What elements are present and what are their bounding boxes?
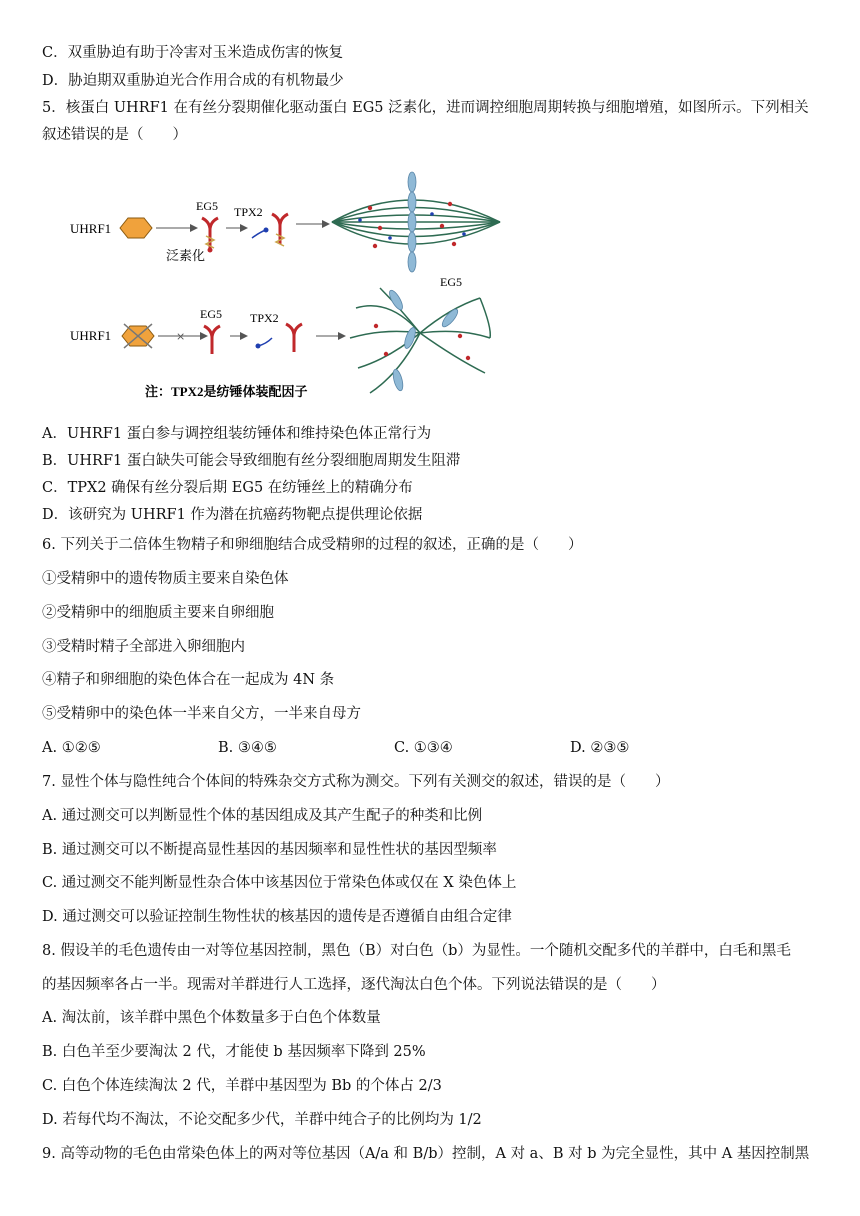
q7-option-b: B. 通过测交可以不断提高显性基因的基因频率和显性性状的基因型频率 — [42, 842, 497, 858]
q8-option-b: B. 白色羊至少要淘汰 2 代，才能使 b 基因频率下降到 25% — [42, 1044, 426, 1060]
q6-option-d: D. ②③⑤ — [570, 740, 630, 756]
q6-stem: 6. 下列关于二倍体生物精子和卵细胞结合成受精卵的过程的叙述，正确的是（ ） — [42, 537, 583, 553]
q7-option-c: C. 通过测交不能判断显性杂合体中该基因位于常染色体或仅在 X 染色体上 — [42, 875, 517, 891]
uhrf1-bottom-group — [70, 324, 154, 348]
blocked-x-icon: × — [176, 330, 186, 343]
uhrf1-top-hexagon — [120, 218, 152, 238]
arrowhead-2-bottom — [240, 332, 248, 340]
arrowhead-3-bottom — [338, 332, 346, 340]
q6-option-c: C. ①③④ — [394, 740, 453, 756]
q4-option-c: C．双重胁迫有助于冷害对玉米造成伤害的恢复 — [42, 45, 344, 61]
eg5-top-label: EG5 — [196, 199, 218, 213]
q7-stem: 7. 显性个体与隐性纯合个体间的特殊杂交方式称为测交。下列有关测交的叙述，错误的是（ ） — [42, 774, 670, 790]
q5-option-b: B．UHRF1 蛋白缺失可能会导致细胞有丝分裂细胞周期发生阻滞 — [42, 453, 461, 469]
normal-chromosomes — [408, 172, 416, 272]
eg5-bottom-label: EG5 — [200, 307, 222, 321]
uhrf1-bottom-label: UHRF1 — [70, 328, 112, 343]
figure-note: 注：TPX2是纺锤体装配因子 — [145, 384, 308, 399]
uhrf1-top-label: UHRF1 — [70, 221, 112, 236]
q6-item-1: ①受精卵中的遗传物质主要来自染色体 — [42, 571, 289, 587]
abnormal-chromosomes — [387, 288, 460, 391]
q5-figure — [40, 158, 510, 418]
q6-item-5: ⑤受精卵中的染色体一半来自父方，一半来自母方 — [42, 706, 361, 722]
arrowhead-1-top — [190, 224, 198, 232]
q5-stem-line2: 叙述错误的是（ ） — [42, 127, 187, 143]
q6-option-a: A. ①②⑤ — [42, 740, 101, 756]
q4-option-d: D．胁迫期双重胁迫光合作用合成的有机物最少 — [42, 73, 344, 89]
q6-item-4: ④精子和卵细胞的染色体合在一起成为 4N 条 — [42, 672, 335, 688]
q8-option-c: C. 白色个体连续淘汰 2 代，羊群中基因型为 Bb 的个体占 2/3 — [42, 1078, 442, 1094]
q7-option-a: A. 通过测交可以判断显性个体的基因组成及其产生配子的种类和比例 — [42, 808, 483, 824]
q8-stem-line2: 的基因频率各占一半。现需对羊群进行人工选择，逐代淘汰白色个体。下列说法错误的是（ ） — [42, 977, 666, 993]
ubiquitination-label: 泛素化 — [166, 248, 206, 263]
q6-item-3: ③受精时精子全部进入卵细胞内 — [42, 639, 245, 655]
arrowhead-1-bottom — [200, 332, 208, 340]
q9-stem-line1: 9. 高等动物的毛色由常染色体上的两对等位基因（A/a 和 B/b）控制，A 对 a、B 对 b 为完全显性，其中 A 基因控制黑 — [42, 1146, 810, 1162]
uhrf1-top-group — [70, 218, 152, 238]
q8-stem-line1: 8. 假设羊的毛色遗传由一对等位基因控制，黑色（B）对白色（b）为显性。一个随机交配多代的羊群中，白毛和黑毛 — [42, 943, 791, 959]
q6-item-2: ②受精卵中的细胞质主要来自卵细胞 — [42, 605, 274, 621]
arrowhead-3-top — [322, 220, 330, 228]
tpx2-top-label: TPX2 — [234, 205, 263, 219]
eg5-bottom-protein — [200, 307, 222, 354]
tpx2-bottom-label: TPX2 — [250, 311, 279, 325]
q7-option-d: D. 通过测交可以验证控制生物性状的核基因的遗传是否遵循自由组合定律 — [42, 909, 512, 925]
tpx2-eg5-bottom-separate — [250, 311, 302, 352]
abnormal-spindle — [350, 288, 490, 393]
q6-option-b: B. ③④⑤ — [218, 740, 277, 756]
q5-option-c: C．TPX2 确保有丝分裂后期 EG5 在纺锤丝上的精确分布 — [42, 480, 413, 496]
q5-option-d: D．该研究为 UHRF1 作为潜在抗癌药物靶点提供理论依据 — [42, 507, 423, 523]
eg5-spindle-label: EG5 — [440, 275, 462, 289]
q8-option-d: D. 若每代均不淘汰，不论交配多少代，羊群中纯合子的比例均为 1/2 — [42, 1112, 482, 1128]
q5-option-a: A．UHRF1 蛋白参与调控组装纺锤体和维持染色体正常行为 — [42, 426, 432, 442]
eg5-top-protein — [196, 199, 218, 253]
q8-option-a: A. 淘汰前，该羊群中黑色个体数量多于白色个体数量 — [42, 1010, 381, 1026]
arrowhead-2-top — [240, 224, 248, 232]
q5-stem-line1: 5．核蛋白 UHRF1 在有丝分裂期催化驱动蛋白 EG5 泛素化，进而调控细胞周期转换与细胞增殖，如图所示。下列相关 — [42, 100, 809, 116]
